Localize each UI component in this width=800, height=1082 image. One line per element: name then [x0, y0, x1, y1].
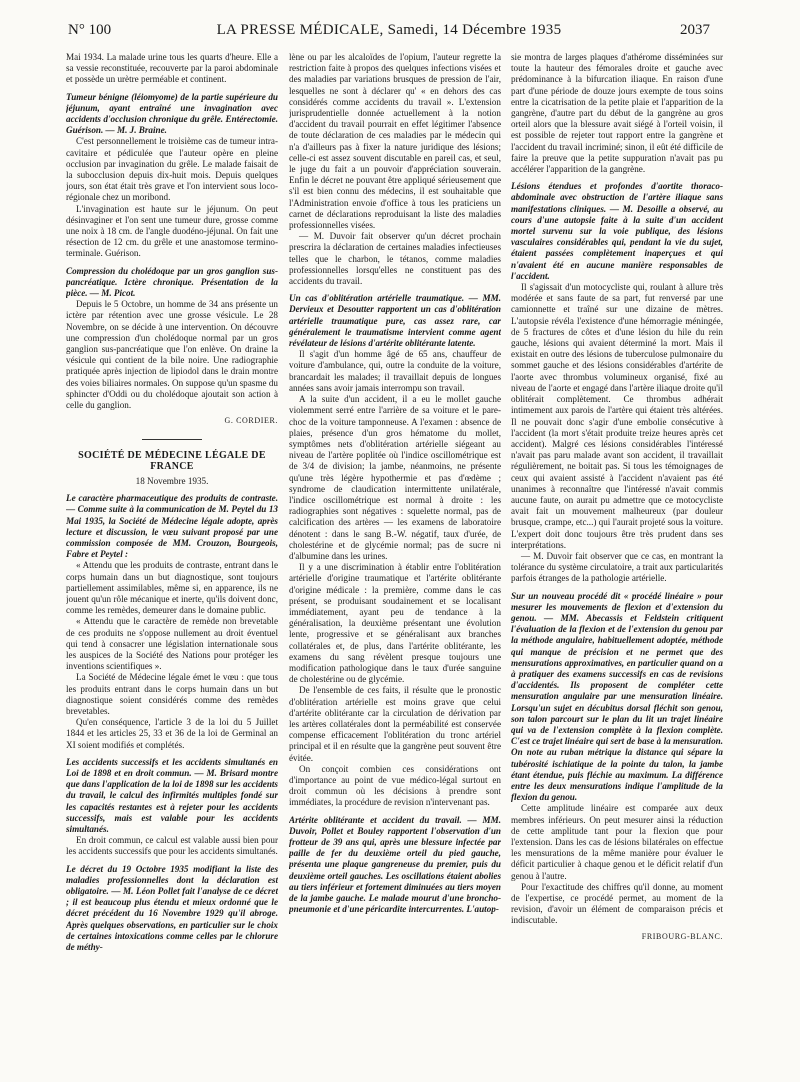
paragraph: « Attendu que le caractère de remède non brevetable de ces produits ne s'oppose nullement au droit éventuel qui tend à consacrer une législation internationale sous les auspices de la Société des Nations pour protéger les inventions scientifiques ».	[66, 616, 278, 672]
article-title: Un cas d'oblitération artérielle traumatique. — MM. Dervieux et Desoutter rapportent un cas d'oblitération artérielle traumatique pure, cas assez rare, car généralement le traumatisme intervient comme agent révélateur de lésions d'artérite oblitérante latente.	[289, 293, 501, 349]
divider	[142, 439, 202, 440]
paragraph: lène ou par les alcaloïdes de l'opium, l'auteur regrette la restriction faite à propos des quelques infections visées et des maladies par variations brusques de pression de l'air, lesquelles ne sont à déclarer qu' « en dehors des cas considérés comme accidents du travail ». L'extension jurisprudentielle donnée actuellement à la notion d'accident du travail pourrait en effet légitimer l'absence de toute déclaration de ces maladies par le médecin qui n'a d'ailleurs pas à fixer la nature juridique des lésions; celle-ci est assez souvent discutable en pareil cas, et seul, le juge du fait a un pouvoir d'appréciation souverain. Enfin le décret ne pouvant être appliqué sérieusement que s'il est bien connu des médecins, il est souhaitable que l'Administration envoie d'office à tous les praticiens un carnet de déclarations reproduisant la liste des maladies professionnelles visées.	[289, 52, 501, 231]
paragraph: C'est personnellement le troisième cas de tumeur intra-cavitaire et pédiculée que l'auteur opère en pleine occlusion par invagination du grêle. Le malade faisait de la subocclusion depuis dix-huit mois. Depuis quelques jours, son état était très grave et l'on intervient sous loco-régionale chez un moribond.	[66, 136, 278, 203]
article-title: Le décret du 19 Octobre 1935 modifiant la liste des maladies professionnelles dont la déclaration est obligatoire. — M. Léon Pollet fait l'analyse de ce décret ; il est beaucoup plus étendu et mieux ordonné que le décret précédent du 16 Novembre 1929 qu'il abroge. Après quelques observations, en particulier sur le choix de certaines intoxications comme celles par le chlorure de méthy-	[66, 863, 278, 953]
paragraph: Pour l'exactitude des chiffres qu'il donne, au moment de l'expertise, ce procédé permet, au moment de la revision, d'avoir un élément de comparaison précis et indiscutable.	[511, 881, 723, 926]
paragraph: La Société de Médecine légale émet le vœu : que tous les produits entrant dans le corps humain dans un but diagnostique soient considérés comme des remèdes brevetables.	[66, 672, 278, 716]
column-1	[66, 52, 278, 1072]
paragraph: En droit commun, ce calcul est valable aussi bien pour les accidents successifs que pour les accidents simultanés.	[66, 835, 278, 857]
article-title: Tumeur bénigne (léiomyome) de la partie supérieure du jéjunum, ayant entraîné une invagination avec accidents d'occlusion chronique du grêle. Entérectomie. Guérison. — M. J. Braine.	[66, 91, 278, 136]
signature: G. CORDIER.	[224, 416, 278, 426]
session-date: 18 Novembre 1935.	[135, 475, 209, 486]
paragraph: De l'ensemble de ces faits, il résulte que le pronostic d'oblitération artérielle est moins grave que celui d'artérite oblitérante car la circulation de dérivation par les artères collatérales dont la perméabilité est conservée compense efficacement l'oblitération du tronc artériel principal et il en résulte que la gangrène peut souvent être évitée.	[289, 685, 501, 763]
paragraph: sie montra de larges plaques d'athérome disséminées sur toute la hauteur des fémorales droite et gauche avec prédominance à la bifurcation iliaque. En raison d'une part d'une période de douze jours exempte de tous soins entre la cicatrisation de la petite plaie et l'apparition de la gangrène, d'autre part du début de la gangrène au gros orteil alors que la blessure avait siégé à l'orteil voisin, il est possible de rejeter tout rapport entre la gangrène et l'accident du travail incriminé; sinon, il eût été difficile de faire la preuve que la petite suppuration n'avait pas pu accélérer l'apparition de la gangrène.	[511, 52, 723, 175]
article-title: Le caractère pharmaceutique des produits de contraste. — Comme suite à la communication de M. Peytel du 13 Mai 1935, la Société de Médecine légale adopte, après lecture et discussion, le vœu suivant proposé par une commission composée de MM. Crouzon, Bourgeois, Fabre et Peytel :	[66, 493, 278, 560]
page-header	[68, 22, 710, 46]
issue-number: N° 100	[68, 22, 112, 38]
page-number: 2037	[680, 22, 710, 38]
article-title: Compression du cholédoque par un gros ganglion sus-pancréatique. Ictère chronique. Présentation de la pièce. — M. Picot.	[66, 265, 278, 299]
paragraph: Il s'agissait d'un motocycliste qui, roulant à allure très modérée et sans faute de sa part, fut renversé par une camionnette et traîné sur une dizaine de mètres. L'autopsie révéla l'existence d'une hémorragie méningée, de 5 fractures de côtes et d'une lésion du hile du rein gauche, lésions qui avaient déterminé la mort. Mais il existait en outre des lésions de tuberculose pulmonaire du sommet gauche et des lésions considérables d'artérite de l'aorte avec thrombus volumineux organisé, fixé au niveau de l'aorte et engagé dans l'artère iliaque droite qu'il oblitérait complètement. Ce thrombus adhérait intimement aux parois de l'artère qui étaient très altérées. Il ne pouvait donc s'agir d'une embolie consécutive à l'accident (la mort s'était produite treize heures après cet accident). Malgré ces lésions considérables l'intéressé n'avait pas paru malade avant son accident, il travaillait régulièrement, ne boitait pas. Si tous les témoignages de ceux qui avaient assisté à l'accident n'avaient pas été unanimes à reconnaître que l'intéressé n'avait commis aucune faute, on aurait pu admettre que ce motocycliste avait fait un mouvement malheureux (par douleur brusque, crampe, etc...) qui l'aurait projeté sous la voiture. L'expert doit donc toujours être très prudent dans ses interprétations.	[511, 282, 723, 550]
signature: FRIBOURG-BLANC.	[641, 931, 723, 941]
paragraph: Il y a une discrimination à établir entre l'oblitération artérielle d'origine traumatique et l'artérite oblitérante d'origine médicale : la première, comme dans le cas présent, se produisant soudainement et se localisant immédiatement, ayant peu de tendance à la généralisation, la deuxième présentant une évolution lente, progressive et se généralisant aux branches collatérales et, de plus, dans l'artérite oblitérante, les examens du sang révèlent presque toujours une modification pathologique dans le taux d'urée sanguine de cholestérine ou de glycémie.	[289, 562, 501, 685]
paragraph: Qu'en conséquence, l'article 3 de la loi du 5 Juillet 1844 et les articles 25, 33 et 36 de la loi de Germinal an XI soient modifiés et complétés.	[66, 717, 278, 750]
journal-title: LA PRESSE MÉDICALE, Samedi, 14 Décembre 1935	[216, 22, 562, 38]
paragraph: — M. Duvoir fait observer que ce cas, en montrant la tolérance du système circulatoire, a trait aux particularités parfois étranges de la pathologie artérielle.	[511, 550, 723, 584]
paragraph: « Attendu que les produits de contraste, entrant dans le corps humain dans un but diagnostique, sont toujours partiellement assimilables, même si, en apparence, ils ne jouent qu'un rôle mécanique et inerte, qu'ils doivent donc, comme les remèdes, demeurer dans le domaine public.	[66, 560, 278, 616]
article-title: Artérite oblitérante et accident du travail. — MM. Duvoir, Pollet et Bouley rapportent l'observation d'un frotteur de 39 ans qui, après une blessure infectée par paille de fer du deuxième orteil du pied gauche, présenta une plaque gangreneuse du premier, puis du deuxième orteil gauches. Les oscillations étaient abolies au tiers inférieur et fortement diminuées au tiers moyen de la jambe gauche. Le malade mourut d'une broncho-pneumonie et d'une péricardite intercurrentes. L'autop-	[289, 814, 501, 915]
paragraph: Depuis le 5 Octobre, un homme de 34 ans présente un ictère par rétention avec une grosse vésicule. Le 28 Novembre, on se décide à une intervention. On découvre une compression d'un cholédoque normal par un gros ganglion sus-pancréatique que l'on enlève. On draine la vésicule qui contient de la bile noire. Une radiographie pratiquée après injection de lipiodol dans le drain montre des voies biliaires normales. On suppose qu'un spasme du sphincter d'Oddi ou du cholédoque ajoutait son action à celle du ganglion.	[66, 299, 278, 411]
paragraph: Cette amplitude linéaire est comparée aux deux membres inférieurs. On peut mesurer ainsi la réduction de cette amplitude tant pour la flexion que pour l'extension. Dans les cas de lésions bilatérales on effectue les mensurations de la même manière pour évaluer le déficit particulier à chaque genou et le déficit relatif d'un genou à l'autre.	[511, 803, 723, 881]
paragraph: — M. Duvoir fait observer qu'un décret prochain prescrira la déclaration de certaines maladies infectieuses telles que le charbon, le tétanos, comme maladies professionnelles lorsqu'elles ne constituent pas des accidents du travail.	[289, 231, 501, 287]
paragraph: On conçoit combien ces considérations ont d'importance au point de vue médico-légal surtout en droit commun où les décisions à prendre sont immédiates, la procédure de revision n'intervenant pas.	[289, 763, 501, 808]
article-title: Lésions étendues et profondes d'aortite thoraco-abdominale avec obstruction de l'artère iliaque sans manifestations cliniques. — M. Desoille a observé, au cours d'une autopsie faite à la suite d'un accident mortel survenu sur la voie publique, des lésions vasculaires considérables qui, pendant la vie du sujet, étaient passées complètement inaperçues et qui n'avaient été en aucune manière responsables de l'accident.	[511, 181, 723, 281]
paragraph: Mai 1934. La malade urine tous les quarts d'heure. Elle a sa vessie reconstituée, recouverte par la paroi abdominale et possède un urètre perméable et continent.	[66, 52, 278, 85]
article-title: Sur un nouveau procédé dit « procédé linéaire » pour mesurer les mouvements de flexion et d'extension du genou. — MM. Abecassis et Feldstein critiquent l'évaluation de la flexion et de l'extension du genou par la méthode angulaire, habituellement adoptée, méthode qui manque de précision et ne permet que des mensurations approximatives, en particulier quand on a à pratiquer des examens successifs en cas de revisions d'accidentés. Ils proposent de compléter cette mensuration angulaire par une mensuration linéaire. Lorsqu'un sujet en décubitus dorsal fléchit son genou, son talon parcourt sur le plan du lit un trajet linéaire qui va de l'extension complète à la flexion complète. C'est ce trajet linéaire qui sert de base à la mensuration. On note au ruban métrique la distance qui sépare la tubérosité ischiatique de la pointe du talon, la jambe étant étendue, puis fléchie au maximum. La différence entre les deux mensurations indique l'amplitude de la flexion du genou.	[511, 590, 723, 803]
column-3	[511, 52, 723, 1072]
paragraph: L'invagination est haute sur le jéjunum. On peut désinvaginer et l'on sent une tumeur dure, grosse comme une noix à 18 cm. de l'angle duodéno-jéjunal. On fait une résection de 12 cm. du grêle et une anastomose termino-terminale. Guérison.	[66, 203, 278, 259]
article-title: Les accidents successifs et les accidents simultanés en Loi de 1898 et en droit commun. — M. Brisard montre que dans l'application de la loi de 1898 sur les accidents du travail, le calcul des infirmités multiples fondé sur les capacités restantes est à rejeter pour les accidents successifs, mais est valable pour les accidents simultanés.	[66, 756, 278, 834]
section-heading: SOCIÉTÉ DE MÉDECINE LÉGALE DE FRANCE	[78, 449, 266, 472]
column-2	[289, 52, 501, 1072]
paragraph: Il s'agit d'un homme âgé de 65 ans, chauffeur de voiture d'ambulance, qui, outre la conduite de la voiture, brancardait les malades; il travaillait depuis de longues années sans avoir jamais interrompu son travail.	[289, 349, 501, 393]
paragraph: A la suite d'un accident, il a eu le mollet gauche violemment serré entre l'arrière de sa voiture et le pare-choc de la voiture tamponneuse. A l'examen : absence de plaies, présence d'un gros hématome du mollet, symptômes nets d'oblitération artérielle siégeant au niveau de l'artère poplitée où l'indice oscillométrique est de 3/4 de division; la jambe, néanmoins, ne présente qu'une très légère hypothermie et pas d'œdème ; syndrome de claudication intermittente unilatérale, l'indice oscillométrique est normal à droite : les radiographies sont négatives : squelette normal, pas de calcification des artères — les examens de laboratoire dénotent : dans le sang B.-W. négatif, taux d'urée, de cholestérine et de glycémie normal; pas de sucre ni d'albumine dans les urines.	[289, 394, 501, 561]
